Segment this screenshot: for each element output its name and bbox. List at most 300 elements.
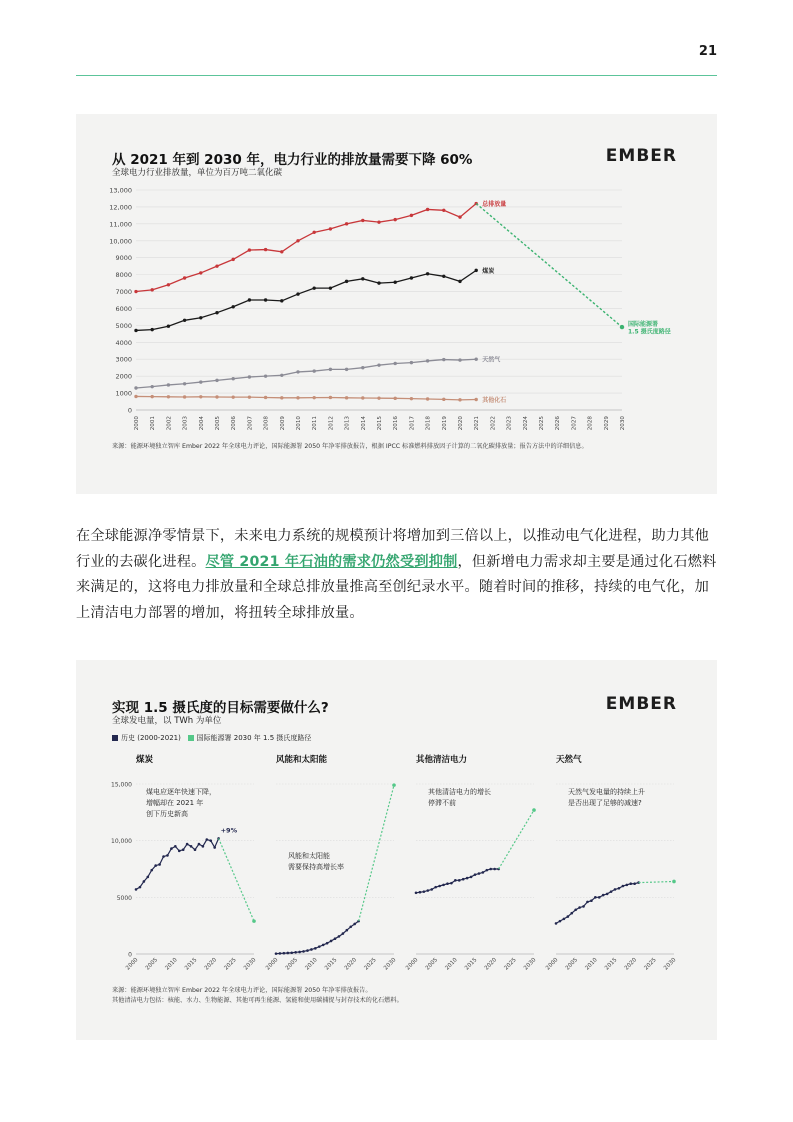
series-point [215, 379, 218, 382]
x-tick-label: 2005 [424, 957, 440, 972]
series-point [410, 214, 413, 217]
series-point [377, 363, 380, 366]
panel-annotation: 需要保持高增长率 [288, 863, 344, 871]
history-point [290, 951, 293, 954]
history-point [563, 918, 566, 921]
history-point [298, 951, 301, 954]
series-point [329, 286, 332, 289]
history-point [202, 845, 205, 848]
history-point [570, 912, 573, 915]
x-tick-label: 2000 [265, 957, 280, 972]
series-point [215, 311, 218, 314]
series-point [410, 276, 413, 279]
x-tick-label: 2014 [360, 416, 367, 431]
y-tick-label: 13,000 [109, 186, 132, 195]
series-point [167, 325, 170, 328]
series-point [296, 396, 299, 399]
x-tick-label: 2015 [184, 957, 199, 972]
series-point [345, 368, 348, 371]
x-tick-label: 2012 [328, 416, 335, 431]
legend-iea-swatch [188, 735, 194, 741]
panel-title: 其他清洁电力 [416, 755, 468, 765]
history-point [166, 854, 169, 857]
history-point [474, 873, 477, 876]
history-point [287, 952, 290, 955]
series-point [458, 358, 461, 361]
series-point [410, 397, 413, 400]
series-point [361, 396, 364, 399]
figure-source [112, 986, 403, 1006]
generation-figure [76, 660, 717, 1040]
series-line [136, 396, 476, 399]
history-point [279, 952, 282, 955]
history-point [206, 838, 209, 841]
x-tick-label: 2025 [223, 957, 238, 972]
history-point [482, 871, 485, 874]
oil-demand-link[interactable]: 尽管 2021 年石油的需求仍然受到抑制 [205, 553, 458, 570]
series-point [151, 395, 154, 398]
x-tick-label: 2010 [296, 416, 302, 431]
history-point [629, 882, 632, 885]
history-point [454, 879, 457, 882]
history-point [618, 887, 621, 890]
x-tick-label: 2025 [363, 957, 378, 972]
series-label: 煤炭 [482, 267, 495, 275]
x-tick-label: 2000 [545, 957, 560, 972]
x-tick-label: 2015 [464, 957, 479, 972]
x-tick-label: 2005 [564, 957, 580, 972]
history-point [606, 893, 609, 896]
x-tick-label: 2028 [587, 416, 594, 431]
series-point [442, 358, 445, 361]
series-point [232, 305, 235, 308]
series-line [136, 359, 476, 388]
history-point [330, 940, 333, 943]
history-point [213, 846, 216, 849]
x-tick-label: 2030 [383, 957, 398, 972]
history-point [434, 886, 437, 889]
history-point [154, 864, 157, 867]
history-point [442, 884, 445, 887]
series-point [280, 374, 283, 377]
series-point [248, 375, 251, 378]
series-point [232, 377, 235, 380]
iea-path-point [532, 808, 536, 812]
history-point [567, 915, 570, 918]
series-point [394, 218, 397, 221]
history-point [586, 901, 589, 904]
panel-annotation: 停滞不前 [428, 799, 456, 807]
x-tick-label: 2023 [506, 416, 513, 431]
series-point [377, 396, 380, 399]
history-point [466, 877, 469, 880]
series-point [329, 368, 332, 371]
history-point [186, 843, 189, 846]
history-point [559, 920, 562, 923]
ember-logo: EMBER [605, 146, 677, 166]
legend-history: 历史 (2000-2021) [121, 734, 181, 742]
series-point [394, 397, 397, 400]
history-point [150, 869, 153, 872]
paragraph-text-1: 在全球能源净零情景下，未来电力系统的规模预计将增加到三倍以上，以推动电气化进程，助力其他行业的去碳化进程。 [76, 528, 710, 570]
history-point [162, 855, 165, 858]
x-tick-label: 2030 [663, 957, 678, 972]
history-point [590, 899, 593, 902]
series-point [248, 298, 251, 301]
page-number: 21 [698, 44, 717, 59]
series-point [361, 277, 364, 280]
x-tick-label: 2005 [215, 416, 221, 431]
history-point [423, 890, 426, 893]
x-tick-label: 2005 [284, 957, 300, 972]
series-point [215, 395, 218, 398]
x-tick-label: 2009 [279, 416, 286, 431]
history-point [135, 888, 138, 891]
iea-path-line [219, 838, 254, 921]
x-tick-label: 2018 [425, 416, 432, 431]
history-point [310, 948, 313, 951]
x-tick-label: 2030 [620, 416, 626, 431]
series-point [361, 219, 364, 222]
series-point [475, 358, 478, 361]
x-tick-label: 2026 [555, 416, 562, 431]
series-point [264, 248, 267, 251]
series-point [134, 329, 137, 332]
history-point [458, 879, 461, 882]
x-tick-label: 2021 [474, 416, 481, 431]
y-tick-label: 7000 [115, 288, 132, 297]
legend [112, 733, 311, 743]
series-point [296, 292, 299, 295]
series-point [394, 281, 397, 284]
series-point [199, 316, 202, 319]
series-point [280, 250, 283, 253]
x-tick-label: 2025 [539, 416, 545, 431]
series-point [345, 222, 348, 225]
history-point [158, 863, 161, 866]
x-tick-label: 2030 [523, 957, 538, 972]
history-point [415, 892, 418, 895]
history-point [283, 952, 286, 955]
history-line [136, 838, 219, 889]
x-tick-label: 2001 [150, 416, 157, 431]
history-point [450, 882, 453, 885]
history-point [598, 896, 601, 899]
series-point [442, 209, 445, 212]
series-point [183, 395, 186, 398]
x-tick-label: 2010 [584, 957, 599, 972]
series-point [442, 275, 445, 278]
series-point [199, 395, 202, 398]
history-point [602, 894, 605, 897]
history-point [353, 923, 356, 926]
y-tick-label: 4000 [115, 338, 132, 347]
history-point [427, 889, 430, 892]
series-point [620, 325, 624, 329]
figure-source: 来源：能源环境独立智库 Ember 2022 年全球电力评论，国际能源署 2050 年净零排放报告，根据 IPCC 标准燃料排放因子计算的二氧化碳排放量；报告方法中的详细信息。 [112, 443, 588, 450]
series-point [280, 396, 283, 399]
series-point [296, 370, 299, 373]
series-point [248, 395, 251, 398]
history-point [342, 932, 345, 935]
history-point [174, 845, 177, 848]
x-tick-label: 2024 [522, 416, 529, 431]
history-point [462, 878, 465, 881]
series-point [151, 288, 154, 291]
x-tick-label: 2020 [343, 957, 359, 972]
iea-path-point [392, 783, 396, 787]
legend-history-swatch [112, 735, 118, 741]
x-tick-label: 2030 [243, 957, 258, 972]
source-line-2: 其他清洁电力包括：核能、水力、生物能源、其他可再生能源、氢能和使用碳捕捉与封存技术的化石燃料。 [112, 997, 403, 1004]
history-point [338, 935, 341, 938]
panel-annotation: 其他清洁电力的增长 [428, 788, 491, 796]
history-point [438, 885, 441, 888]
x-tick-label: 2005 [144, 957, 160, 972]
panel-annotation: 增幅却在 2021 年 [146, 799, 204, 807]
x-tick-label: 2010 [444, 957, 459, 972]
panel-title: 风能和太阳能 [276, 755, 328, 765]
series-point [313, 231, 316, 234]
panel-annotation: 风能和太阳能 [288, 852, 330, 860]
iea-path-point [252, 919, 256, 923]
history-point [419, 891, 422, 894]
series-point [426, 397, 429, 400]
series-point [199, 271, 202, 274]
x-tick-label: 2017 [409, 416, 416, 431]
series-point [313, 286, 316, 289]
history-point [314, 947, 317, 950]
history-point [582, 905, 585, 908]
y-tick-label: 2000 [115, 372, 132, 381]
y-tick-label: 0 [127, 406, 132, 415]
x-tick-label: 2004 [198, 416, 205, 431]
x-tick-label: 2015 [604, 957, 619, 972]
series-point [264, 374, 267, 377]
series-point [199, 380, 202, 383]
x-tick-label: 2008 [263, 416, 270, 431]
panel-annotation: 天然气发电量的持续上升 [568, 788, 645, 796]
history-point [306, 949, 309, 952]
history-point [302, 950, 305, 953]
history-point [326, 942, 329, 945]
series-point [458, 398, 461, 401]
panel-annotation: 煤电应逐年快速下降， [146, 788, 216, 796]
x-tick-label: 2003 [182, 416, 189, 431]
history-point [139, 886, 142, 889]
series-point [134, 290, 137, 293]
series-point [394, 362, 397, 365]
series-point [167, 395, 170, 398]
series-point [410, 361, 413, 364]
iea-path-line [359, 785, 394, 921]
series-point [329, 227, 332, 230]
series-point [313, 396, 316, 399]
series-point [151, 328, 154, 331]
series-point [248, 248, 251, 251]
series-point [475, 269, 478, 272]
growth-label: +9% [220, 826, 238, 835]
series-point [329, 396, 332, 399]
series-point [313, 369, 316, 372]
history-point [334, 937, 337, 940]
series-label: 总排放量 [482, 201, 507, 209]
body-paragraph [76, 524, 717, 626]
series-point [458, 280, 461, 283]
series-point [167, 283, 170, 286]
series-point [280, 299, 283, 302]
series-point [183, 276, 186, 279]
ember-logo: EMBER [605, 694, 677, 714]
series-point [296, 239, 299, 242]
series-point [426, 272, 429, 275]
series-label: 天然气 [482, 356, 501, 364]
x-tick-label: 2006 [231, 416, 238, 431]
history-point [470, 876, 473, 879]
series-point [377, 220, 380, 223]
x-tick-label: 2027 [571, 416, 578, 431]
history-point [294, 951, 297, 954]
y-tick-label: 5000 [115, 321, 132, 330]
series-point [167, 383, 170, 386]
series-point [183, 382, 186, 385]
x-tick-label: 2015 [324, 957, 339, 972]
history-line [416, 869, 499, 893]
x-tick-label: 2000 [405, 957, 420, 972]
series-label: 国际能源署 [628, 321, 659, 329]
series-point [151, 385, 154, 388]
y-tick-label: 6000 [115, 304, 132, 313]
history-point [633, 882, 636, 885]
series-point [426, 359, 429, 362]
panel-title: 天然气 [556, 755, 582, 765]
history-point [478, 872, 481, 875]
y-tick-label: 9000 [115, 254, 132, 263]
x-tick-label: 2020 [458, 416, 464, 431]
history-point [493, 868, 496, 871]
series-label: 1.5 摄氏度路径 [628, 328, 671, 336]
figure-title: 从 2021 年到 2030 年，电力行业的排放量需要下降 60% [112, 152, 473, 168]
x-tick-label: 2020 [483, 957, 499, 972]
series-line [136, 270, 476, 330]
history-point [555, 922, 558, 925]
series-point [215, 264, 218, 267]
history-point [489, 868, 492, 871]
history-point [626, 884, 629, 887]
y-tick-label: 15,000 [111, 781, 132, 789]
series-point [442, 398, 445, 401]
series-point [134, 395, 137, 398]
iea-path-line [639, 881, 674, 882]
history-point [170, 847, 173, 850]
header-rule [76, 75, 717, 76]
x-tick-label: 2011 [312, 416, 319, 431]
series-point [183, 319, 186, 322]
history-line [276, 921, 359, 954]
x-tick-label: 2025 [643, 957, 658, 972]
history-point [622, 885, 625, 888]
history-point [190, 845, 193, 848]
history-point [486, 869, 489, 872]
x-tick-label: 2022 [490, 416, 497, 431]
series-point [134, 386, 137, 389]
history-point [594, 896, 597, 899]
y-tick-label: 8000 [115, 271, 132, 280]
history-point [198, 843, 201, 846]
y-tick-label: 10,000 [111, 838, 132, 846]
source-line-1: 来源：能源环境独立智库 Ember 2022 年全球电力评论，国际能源署 2050 年净零排放报告。 [112, 987, 372, 994]
history-point [578, 906, 581, 909]
panel-annotation: 创下历史新高 [146, 810, 188, 818]
panel-annotation: 是否出现了足够的减速? [568, 799, 642, 807]
paragraph-text-2: ，但新增电力需求却主要是通过化石燃料来满足的，这将电力排放量和全球总排放量推高至创纪录水平。随着时间的推移，持续的电气化，加上清洁电力部署的增加，将扭转全球排放量。 [76, 553, 717, 621]
history-point [346, 929, 349, 932]
history-point [349, 926, 352, 929]
emissions-figure [76, 114, 717, 494]
history-point [610, 890, 613, 893]
x-tick-label: 2019 [441, 416, 448, 431]
series-line [136, 204, 476, 292]
x-tick-label: 2029 [603, 416, 610, 431]
history-point [178, 850, 181, 853]
figure-subtitle: 全球电力行业排放量，单位为百万吨二氧化碳 [112, 168, 283, 178]
x-tick-label: 2002 [166, 416, 173, 431]
figure-subtitle: 全球发电量，以 TWh 为单位 [112, 716, 222, 726]
x-tick-label: 2016 [393, 416, 400, 431]
iea-path-point [672, 880, 676, 884]
x-tick-label: 2000 [125, 957, 140, 972]
history-point [318, 945, 321, 948]
y-tick-label: 0 [128, 951, 132, 959]
history-point [430, 888, 433, 891]
history-point [322, 944, 325, 947]
figure-title: 实现 1.5 摄氏度的目标需要做什么? [112, 700, 329, 716]
x-tick-label: 2025 [503, 957, 518, 972]
x-tick-label: 2020 [623, 957, 639, 972]
series-point [426, 208, 429, 211]
series-point [475, 398, 478, 401]
series-point [361, 366, 364, 369]
panel-title: 煤炭 [136, 755, 154, 765]
history-point [574, 909, 577, 912]
series-point [345, 280, 348, 283]
y-tick-label: 3000 [115, 355, 132, 364]
x-tick-label: 2007 [247, 416, 254, 431]
iea-path-line [499, 810, 534, 869]
series-point [458, 215, 461, 218]
x-tick-label: 2015 [377, 416, 383, 431]
series-label: 其他化石 [482, 397, 507, 405]
series-point [264, 298, 267, 301]
x-tick-label: 2020 [203, 957, 219, 972]
series-point [232, 258, 235, 261]
history-point [275, 952, 278, 955]
series-point [232, 395, 235, 398]
history-point [209, 839, 212, 842]
x-tick-label: 2000 [134, 416, 140, 431]
history-point [182, 848, 185, 851]
series-point [345, 396, 348, 399]
history-point [194, 848, 197, 851]
y-tick-label: 1000 [115, 389, 132, 398]
x-tick-label: 2013 [344, 416, 351, 431]
x-tick-label: 2010 [304, 957, 319, 972]
history-point [143, 880, 146, 883]
history-point [147, 876, 150, 879]
y-tick-label: 11,000 [109, 220, 132, 229]
legend-iea: 国际能源署 2030 年 1.5 摄氏度路径 [196, 734, 312, 742]
y-tick-label: 5000 [116, 894, 132, 902]
